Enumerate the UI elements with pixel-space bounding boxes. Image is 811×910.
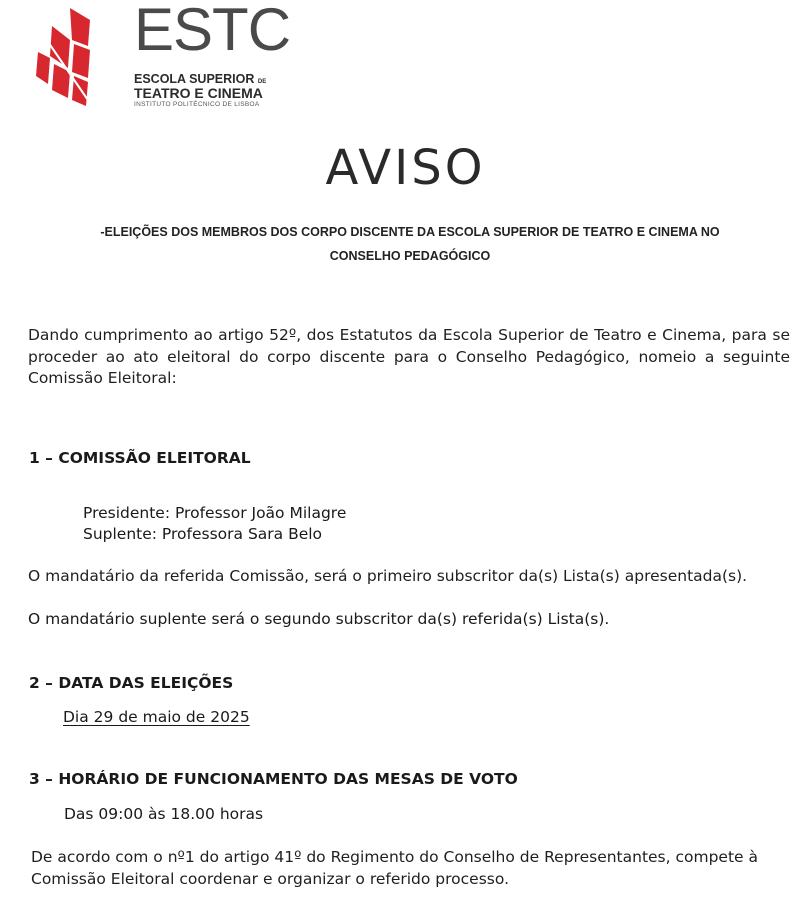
section-1-heading: 1 – COMISSÃO ELEITORAL — [29, 449, 251, 467]
estc-logo — [30, 0, 291, 110]
estc-logo-mark-icon — [30, 6, 130, 110]
page-title: AVISO — [325, 140, 486, 196]
logo-school-line: ESCOLA SUPERIOR DE — [134, 72, 267, 86]
mandate-paragraph: O mandatário da referida Comissão, será o primeiro subscritor da(s) Lista(s) apresentada(s). — [28, 567, 748, 585]
closing-paragraph: De acordo com o nº1 do artigo 41º do Regimento do Conselho de Representantes, compete à Comissão Eleitoral coordenar e organizar o referido processo. — [31, 848, 759, 888]
election-date: Dia 29 de maio de 2025 — [63, 708, 250, 726]
logo-theatre-line: TEATRO E CINEMA — [134, 85, 263, 101]
logo-acronym: ESTC — [134, 0, 291, 63]
section-2-heading: 2 – DATA DAS ELEIÇÕES — [29, 674, 234, 692]
intro-paragraph: Dando cumprimento ao artigo 52º, dos Estatutos da Escola Superior de Teatro e Cinema, para se proceder ao ato eleitoral do corpo discente para o Conselho Pedagógico, nomeio a seguinte Comissão Eleitoral: — [28, 326, 790, 387]
voting-hours: Das 09:00 às 18.00 horas — [64, 805, 264, 823]
notice-subtitle — [40, 220, 780, 268]
substitute-line: Suplente: Professora Sara Belo — [83, 525, 323, 543]
substitute-mandate-line: O mandatário suplente será o segundo subscritor da(s) referida(s) Lista(s). — [28, 610, 610, 628]
section-3-heading: 3 – HORÁRIO DE FUNCIONAMENTO DAS MESAS DE VOTO — [29, 770, 518, 788]
subtitle-line-2: CONSELHO PEDAGÓGICO — [329, 249, 491, 263]
logo-institute-line: INSTITUTO POLITÉCNICO DE LISBOA — [134, 101, 260, 108]
president-line: Presidente: Professor João Milagre — [83, 504, 347, 522]
subtitle-line-1: -ELEIÇÕES DOS MEMBROS DOS CORPO DISCENTE DA ESCOLA SUPERIOR DE TEATRO E CINEMA NO — [100, 225, 720, 239]
